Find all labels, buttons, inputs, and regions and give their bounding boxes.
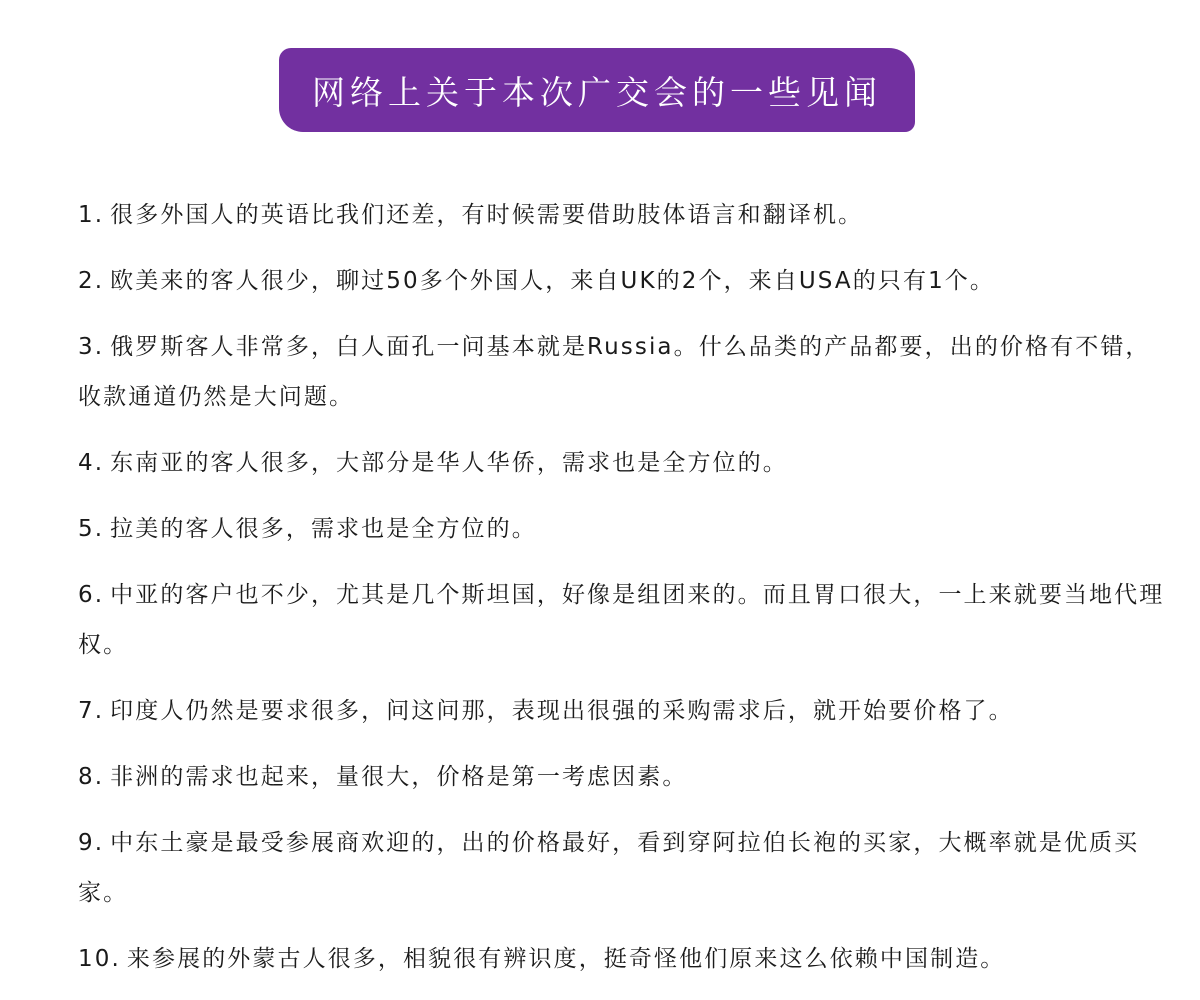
page-title: 网络上关于本次广交会的一些见闻	[312, 72, 882, 112]
observation-list	[78, 190, 1168, 1000]
list-item	[78, 752, 1168, 802]
list-item	[78, 190, 1168, 240]
item-number: 4.	[78, 450, 105, 476]
item-number: 2.	[78, 268, 105, 294]
item-number: 10.	[78, 946, 121, 972]
list-item	[78, 570, 1168, 670]
item-number: 9.	[78, 830, 105, 856]
list-item	[78, 438, 1168, 488]
list-item	[78, 686, 1168, 736]
item-number: 3.	[78, 334, 105, 360]
item-text: 中亚的客户也不少，尤其是几个斯坦国，好像是组团来的。而且胃口很大，一上来就要当地代理权。	[78, 582, 1165, 658]
item-text: 中东土豪是最受参展商欢迎的，出的价格最好，看到穿阿拉伯长袍的买家，大概率就是优质买家。	[78, 830, 1140, 906]
item-text: 非洲的需求也起来，量很大，价格是第一考虑因素。	[110, 764, 688, 790]
item-text: 来参展的外蒙古人很多，相貌很有辨识度，挺奇怪他们原来这么依赖中国制造。	[126, 946, 1006, 972]
list-item	[78, 322, 1168, 422]
item-text: 欧美来的客人很少，聊过50多个外国人，来自UK的2个，来自USA的只有1个。	[110, 268, 996, 294]
item-text: 俄罗斯客人非常多，白人面孔一问基本就是Russia。什么品类的产品都要，出的价格有不错，收款通道仍然是大问题。	[78, 334, 1151, 410]
item-number: 6.	[78, 582, 105, 608]
item-number: 1.	[78, 202, 105, 228]
title-banner	[279, 48, 915, 132]
item-number: 8.	[78, 764, 105, 790]
item-text: 东南亚的客人很多，大部分是华人华侨，需求也是全方位的。	[110, 450, 788, 476]
item-text: 印度人仍然是要求很多，问这问那，表现出很强的采购需求后，就开始要价格了。	[110, 698, 1014, 724]
item-number: 7.	[78, 698, 105, 724]
item-number: 5.	[78, 516, 105, 542]
item-text: 拉美的客人很多，需求也是全方位的。	[110, 516, 537, 542]
list-item	[78, 818, 1168, 918]
item-text: 很多外国人的英语比我们还差，有时候需要借助肢体语言和翻译机。	[110, 202, 864, 228]
list-item	[78, 934, 1168, 984]
list-item	[78, 256, 1168, 306]
list-item	[78, 504, 1168, 554]
